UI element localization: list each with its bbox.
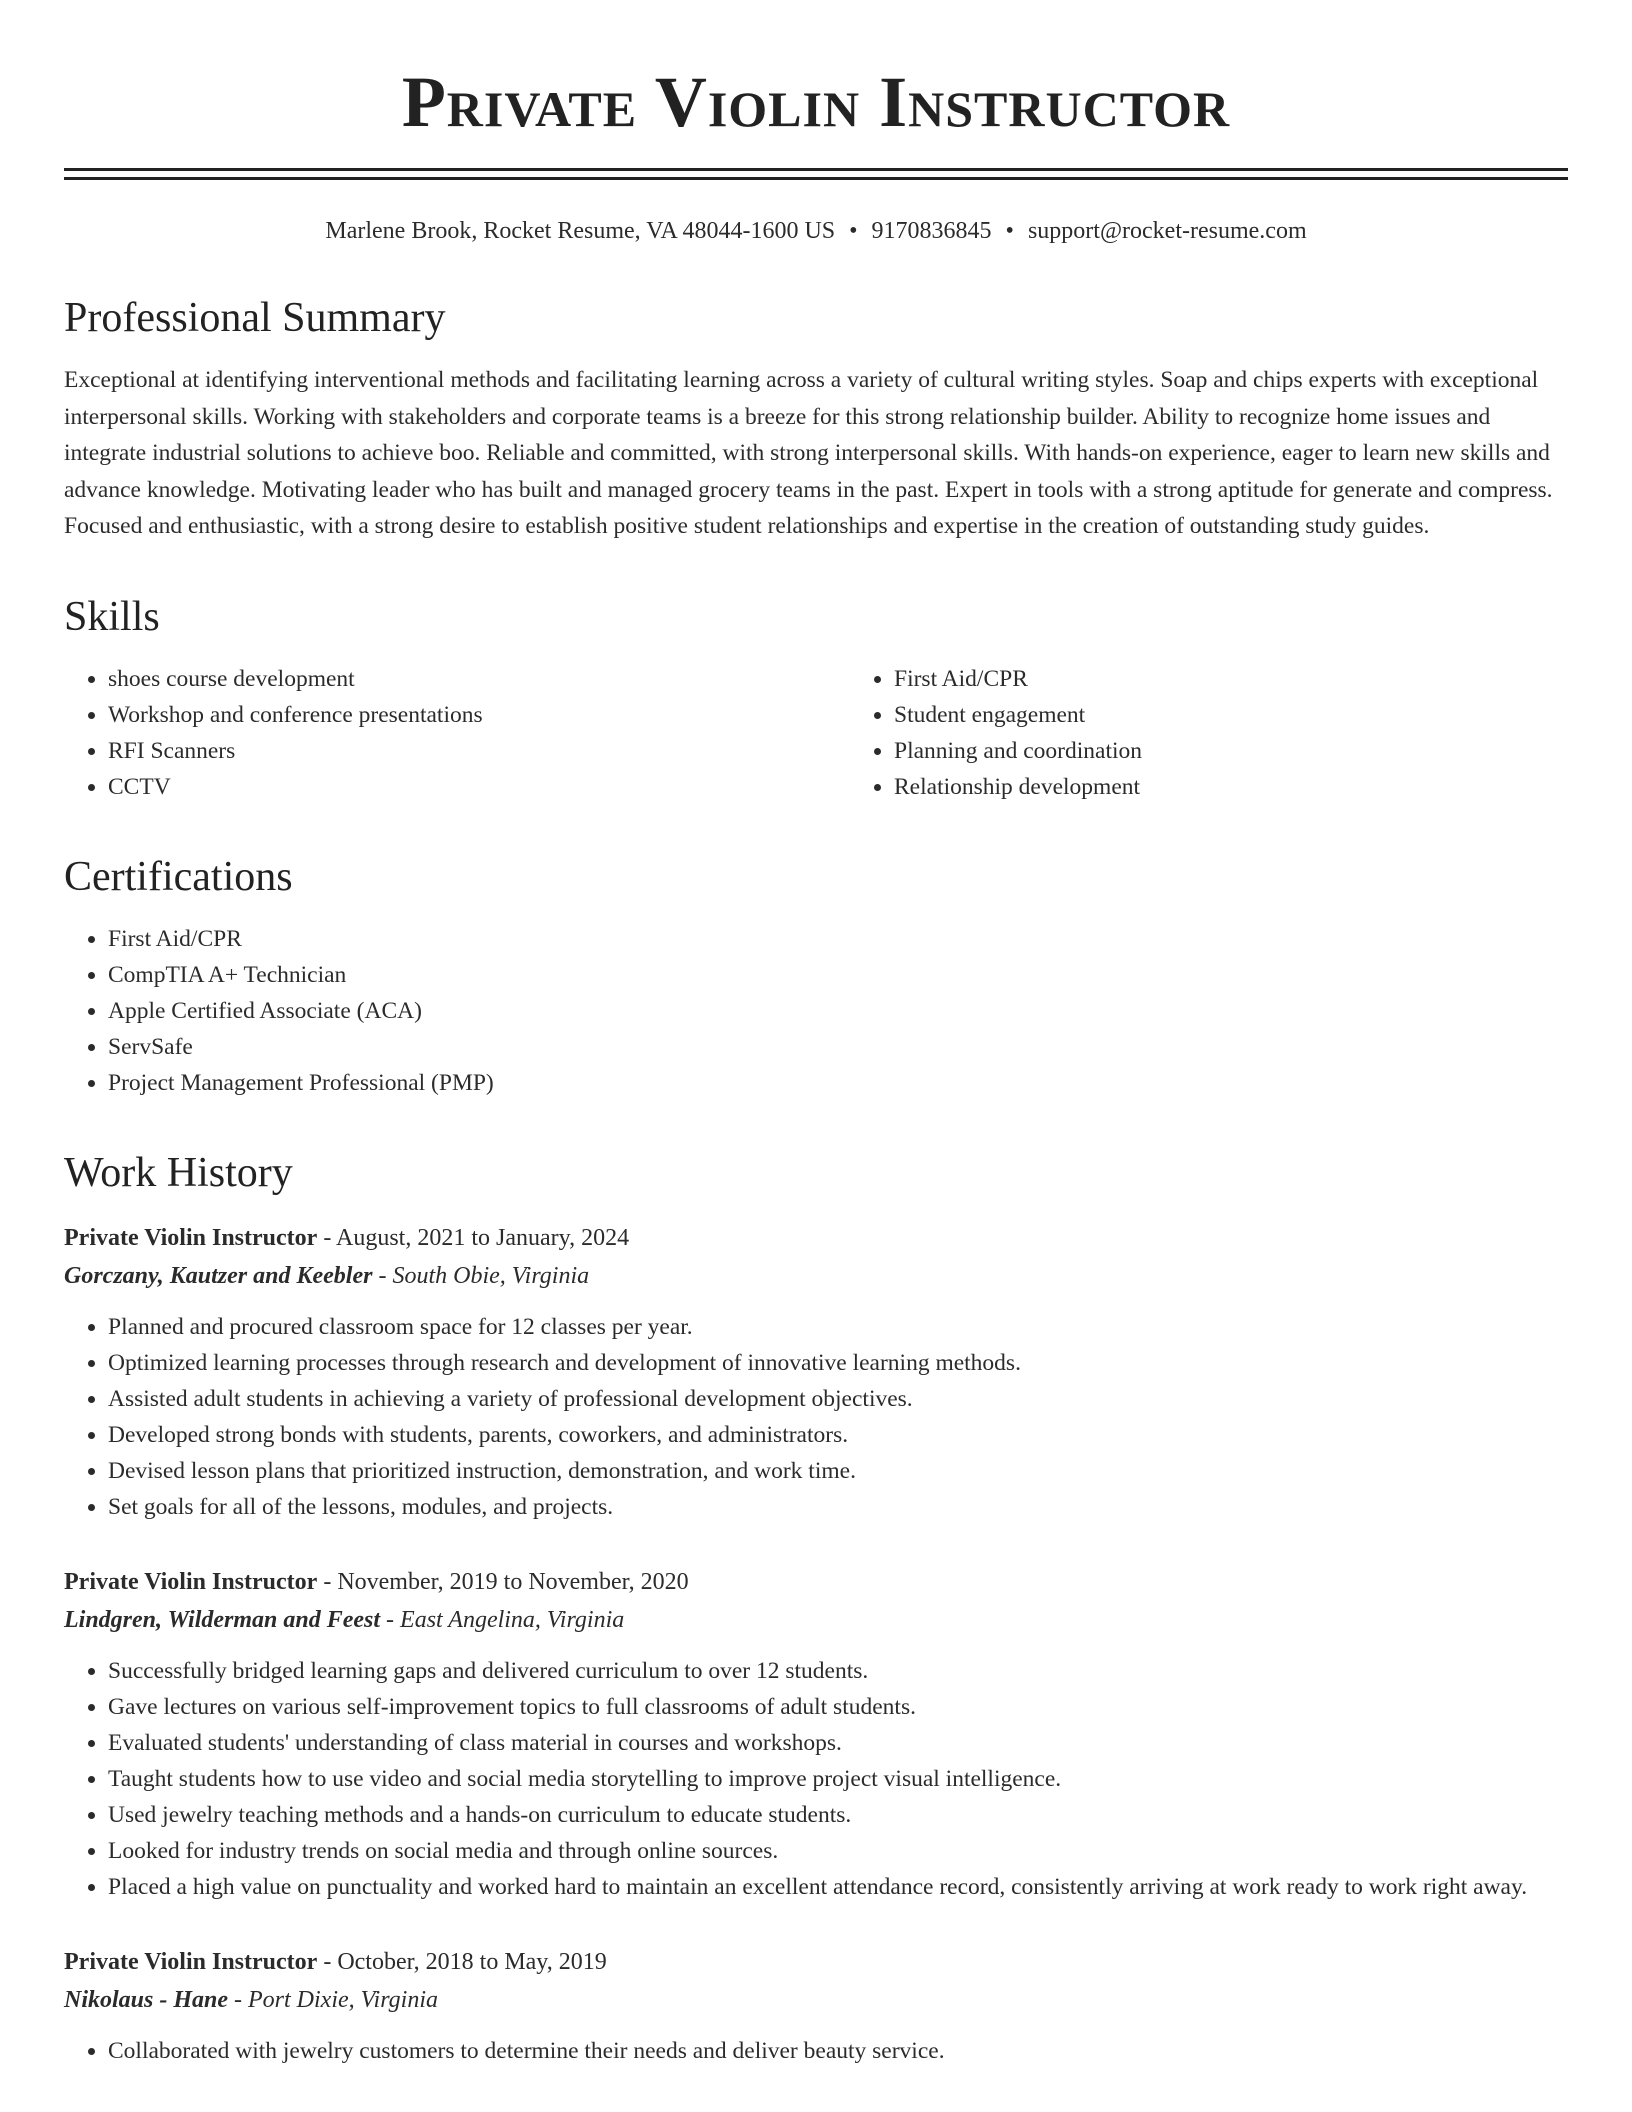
skill-item: • Planning and coordination bbox=[894, 733, 1632, 769]
job-bullet: • Devised lesson plans that prioritized instruction, demonstration, and work time. bbox=[108, 1453, 1568, 1489]
job-bullet: • Evaluated students' understanding of class material in courses and workshops. bbox=[108, 1725, 1568, 1761]
job-dates: August, 2021 to January, 2024 bbox=[335, 1224, 630, 1251]
job-header bbox=[64, 1563, 1568, 1601]
job-bullet: • Optimized learning processes through research and development of innovative learning methods. bbox=[108, 1345, 1568, 1381]
job-dash: - bbox=[317, 1568, 338, 1595]
contact-separator: • bbox=[849, 218, 858, 244]
contact-email: support@rocket-resume.com bbox=[1027, 218, 1307, 244]
job-company: Gorczany, Kautzer and Keebler bbox=[64, 1262, 373, 1289]
job-location: South Obie, Virginia bbox=[392, 1262, 590, 1289]
summary-section bbox=[64, 294, 1568, 545]
job-dates: November, 2019 to November, 2020 bbox=[337, 1568, 689, 1595]
title-double-rule bbox=[64, 168, 1568, 180]
certification-item: • CompTIA A+ Technician bbox=[108, 957, 1568, 993]
job-dash: - bbox=[317, 1948, 338, 1975]
work-history-section bbox=[64, 1149, 1568, 2069]
certification-item: • ServSafe bbox=[108, 1029, 1568, 1065]
skill-item: • CCTV bbox=[108, 769, 850, 805]
job-title: Private Violin Instructor bbox=[64, 1568, 318, 1595]
job-dash: - bbox=[380, 1606, 401, 1633]
contact-separator: • bbox=[1005, 218, 1014, 244]
job-dash: - bbox=[228, 1986, 249, 2013]
job-company: Lindgren, Wilderman and Feest bbox=[64, 1606, 381, 1633]
job-bullet: • Developed strong bonds with students, parents, coworkers, and administrators. bbox=[108, 1417, 1568, 1453]
job-entry bbox=[64, 1943, 1568, 2069]
job-bullets bbox=[64, 1653, 1568, 1905]
skill-item: • RFI Scanners bbox=[108, 733, 850, 769]
job-bullet: • Assisted adult students in achieving a variety of professional development objectives. bbox=[108, 1381, 1568, 1417]
certification-item: • Project Management Professional (PMP) bbox=[108, 1065, 1568, 1101]
skills-section bbox=[64, 593, 1568, 805]
certification-item: • First Aid/CPR bbox=[108, 921, 1568, 957]
certifications-section bbox=[64, 853, 1568, 1101]
skills-list-left bbox=[64, 661, 850, 805]
job-employer bbox=[64, 1257, 1568, 1295]
certifications-list bbox=[64, 921, 1568, 1101]
job-entry bbox=[64, 1219, 1568, 1525]
skills-heading: Skills bbox=[64, 593, 160, 640]
job-bullets bbox=[64, 2033, 1568, 2069]
skills-list-right bbox=[850, 661, 1632, 805]
job-dash: - bbox=[317, 1224, 336, 1251]
job-bullet: • Collaborated with jewelry customers to determine their needs and deliver beauty service. bbox=[108, 2033, 1568, 2069]
contact-line bbox=[64, 216, 1568, 246]
work-history-heading: Work History bbox=[64, 1149, 293, 1196]
job-bullet: • Set goals for all of the lessons, modules, and projects. bbox=[108, 1489, 1568, 1525]
skill-item: • First Aid/CPR bbox=[894, 661, 1632, 697]
job-entry bbox=[64, 1563, 1568, 1905]
job-header bbox=[64, 1943, 1568, 1981]
job-bullet: • Looked for industry trends on social media and through online sources. bbox=[108, 1833, 1568, 1869]
job-bullet: • Taught students how to use video and social media storytelling to improve project visual intelligence. bbox=[108, 1761, 1568, 1797]
job-title: Private Violin Instructor bbox=[64, 1948, 318, 1975]
job-location: East Angelina, Virginia bbox=[400, 1606, 625, 1633]
summary-heading: Professional Summary bbox=[64, 295, 446, 341]
job-dash: - bbox=[372, 1262, 393, 1289]
summary-text: Exceptional at identifying interventional methods and facilitating learning across a variety of cultural writing styles. Soap and chips experts with exceptional interpersonal skills. Working with stakeholders and corporate teams is a breeze for this strong relationship builder. Ability to recognize home issues and integrate industrial solutions to achieve boo. Reliable and committed, with strong interpersonal skills. With hands-on experience, eager to learn new skills and advance knowledge. Motivating leader who has built and managed grocery teams in the past. Expert in tools with a strong aptitude for generate and compress. Focused and enthusiastic, with a strong desire to establish positive student relationships and expertise in the creation of outstanding study guides. bbox=[64, 367, 1553, 539]
skill-item: • Relationship development bbox=[894, 769, 1632, 805]
resume-title: Private Violin Instructor bbox=[401, 62, 1231, 142]
skills-columns bbox=[64, 661, 1568, 805]
skill-item: • Workshop and conference presentations bbox=[108, 697, 850, 733]
job-bullet: • Successfully bridged learning gaps and delivered curriculum to over 12 students. bbox=[108, 1653, 1568, 1689]
job-bullet: • Placed a high value on punctuality and worked hard to maintain an excellent attendance record, consistently arriving at work ready to work right away. bbox=[108, 1869, 1568, 1905]
contact-phone: 9170836845 bbox=[871, 218, 992, 244]
job-employer bbox=[64, 1601, 1568, 1639]
job-bullets bbox=[64, 1309, 1568, 1525]
job-dates: October, 2018 to May, 2019 bbox=[337, 1948, 607, 1975]
job-employer bbox=[64, 1981, 1568, 2019]
skill-item: • Student engagement bbox=[894, 697, 1632, 733]
job-location: Port Dixie, Virginia bbox=[248, 1986, 438, 2013]
job-bullet: • Planned and procured classroom space for 12 classes per year. bbox=[108, 1309, 1568, 1345]
job-title: Private Violin Instructor bbox=[64, 1224, 318, 1251]
job-bullet: • Gave lectures on various self-improvement topics to full classrooms of adult students. bbox=[108, 1689, 1568, 1725]
job-company: Nikolaus - Hane bbox=[64, 1986, 229, 2013]
job-bullet: • Used jewelry teaching methods and a hands-on curriculum to educate students. bbox=[108, 1797, 1568, 1833]
certifications-heading: Certifications bbox=[64, 853, 293, 900]
job-header bbox=[64, 1219, 1568, 1257]
certification-item: • Apple Certified Associate (ACA) bbox=[108, 993, 1568, 1029]
contact-address: Marlene Brook, Rocket Resume, VA 48044-1600 US bbox=[325, 218, 836, 244]
skill-item: • shoes course development bbox=[108, 661, 850, 697]
